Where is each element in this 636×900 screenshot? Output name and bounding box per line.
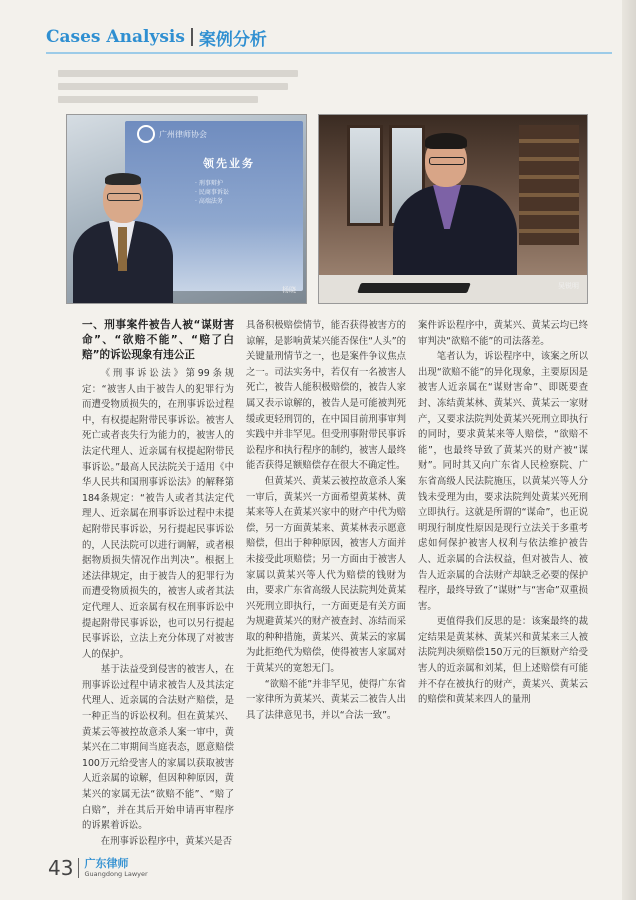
article-paragraph: 案件诉讼程序中，黄某兴、黄某云均已终审判决“欲赔不能”的司法落差。: [418, 320, 588, 347]
section-title-en: Cases Analysis: [46, 27, 185, 47]
article-paragraph: 但黄某兴、黄某云被控故意杀人案一审后，黄某兴一方面希望黄某林、黄某来等人在黄某兴家中的财产中代为赔偿，另一方面黄某来、黄某林表示愿意赔偿，但出于种种原因，被害人方面并未接受此项赔偿；另一方面由于被害人家属以黄某兴等人代为赔偿的钱财为由，要求广东省高级人民法院判处黄某兴死刑立即执行，一方面更是有关方面为规避黄某兴的财产被查封、冻结而采取的种种措施，黄某兴、黄某云的家属为此拒绝代为赔偿，使得被害人家属对于黄某兴的宽恕无门。: [246, 475, 406, 675]
page-edge: [622, 0, 636, 900]
article-paragraph: 《刑事诉讼法》第99条规定：“被害人由于被告人的犯罪行为而遭受物质损失的，在刑事诉讼过程中，有权提起附带民事诉讼。被害人死亡或者丧失行为能力的，被害人的法定代理人、近亲属有权提起附带民事诉讼。”最高人民法院关于适用《中华人民共和国刑事诉讼法》的解释第184条规定：“被告人或者其法定代理人、近亲属在刑事诉讼过程中未提起附带民事诉讼，另行提起民事诉讼的，人民法院可以进行调解，或者根据物质损失情况作出判决”。根据上述法律规定，由于被告人的犯罪行为而遭受物质损失的，被害人或者其法定代理人、近亲属有权在刑事诉讼中提起附带民事诉讼，也可以另行提起民事诉讼，立法上充分体现了对被害人的保护。: [82, 368, 234, 660]
banner-logo: [137, 125, 207, 143]
banner-list-item: · 刑事辩护: [195, 180, 223, 187]
article-paragraph: 笔者认为，诉讼程序中，该案之所以出现“欲赔不能”的异化现象，主要原因是被害人近亲属在“谋财害命”、即既要查封、冻结黄某林、黄某兴、黄某云一家财产，又要求法院判处黄某兴死刑立即执行的同时，要求黄某来等人赔偿，“欲赔不能”，也最终导致了黄某兴的财产被“谋财”。同时其又向广东省人民检察院、广东省高级人民法院施压，以黄某兴等人分钱未受理为由，要求法院判处黄某兴死刑立即执行。这就是所谓的“谋命”，也正说明现行制度性原因是现行立法关于多重考虑如何保护被害人权利与依法维护被告人、近亲属的合法权益，但对被告人、被告人近亲属的合法财产却缺乏必要的保护程序，最终导致了“谋财”与“害命”双重损害。: [418, 351, 588, 612]
article-paragraph: 更值得我们反思的是：该案最终的裁定结果是黄某林、黄某兴和黄某来三人被法院判决须赔偿150万元的巨额财产给受害人的近亲属和刘某，但上述赔偿有可能并不存在被执行的财产，黄某兴、黄某云的赔偿和黄某来四人的量刑: [418, 616, 588, 706]
page-footer: [48, 856, 148, 880]
window: [347, 125, 383, 226]
article-column-2: [246, 318, 406, 723]
footer-divider: [78, 858, 79, 878]
magazine-name-en: Guangdong Lawyer: [84, 870, 148, 878]
banner-list-item: · 民商事诉讼: [195, 189, 229, 196]
keyboard: [357, 283, 471, 293]
article-paragraph: 基于法益受到侵害的被害人，在刑事诉讼过程中请求被告人及其法定代理人、近亲属的合法财产赔偿，是一种正当的诉讼权利。但在黄某兴、黄某云等被控故意杀人案一审中，黄某兴在二审期间当庭表态，愿意赔偿100万元给受害人的家属以获取被害人近亲属的谅解，但因种种原因，黄某兴的家属无法“欲赔不能”、“赔了白赔”，并在其后开始申请再审程序的诉累着诉讼。: [82, 664, 234, 832]
article-paragraph: 具备积极赔偿情节，能否获得被害方的谅解，是影响黄某兴能否保住“人头”的关键量刑情节之一，也是案件争议焦点之一。司法实务中，若仅有一名被害人死亡，被告人能积极赔偿的，被告人家属又表示谅解的，被告人是可能被判死缓或更轻刑罚的，在中国目前刑事审判实践中并非罕见。但受刑事附带民事诉讼程序和执行程序的制约，被害人最终能否获得足额赔偿存在很大不确定性。: [246, 320, 406, 472]
section-header: [46, 24, 267, 50]
article-column-1: [82, 318, 234, 849]
faded-text-block: [58, 70, 308, 110]
magazine-name: [84, 858, 147, 878]
banner-list-item: · 高端法务: [195, 198, 223, 205]
article-paragraph: “欲赔不能”并非罕见，使得广东省一家律所为黄某兴、黄某云二被告人出具了法律意见书，并以“合法一致”。: [246, 678, 406, 721]
magazine-name-cn: 广东律师: [84, 857, 129, 870]
banner-title: 领先业务: [203, 157, 255, 170]
banner-logo-text: 广州律师协会: [159, 129, 207, 139]
photo-caption-right: 吴锐明: [558, 282, 579, 290]
photo-caption-left: 杨晓: [282, 286, 296, 294]
logo-icon: [137, 125, 155, 143]
section-title-cn: 案例分析: [198, 29, 267, 50]
photo-lawyer-left: [66, 114, 307, 304]
header-divider: [191, 28, 193, 46]
header-rule: [46, 52, 612, 54]
article-paragraph: 在刑事诉讼程序中，黄某兴是否: [100, 835, 233, 847]
portrait-figure-left: [73, 175, 169, 303]
bookshelf: [519, 125, 579, 245]
photo-lawyer-right: [318, 114, 588, 304]
article-heading: 一、刑事案件被告人被“谋财害命”、“欲赔不能”、“赔了白赔”的诉讼现象有违公正: [82, 319, 234, 361]
page-number: 43: [48, 856, 74, 880]
article-column-3: [418, 318, 588, 708]
banner-list: [195, 179, 229, 206]
